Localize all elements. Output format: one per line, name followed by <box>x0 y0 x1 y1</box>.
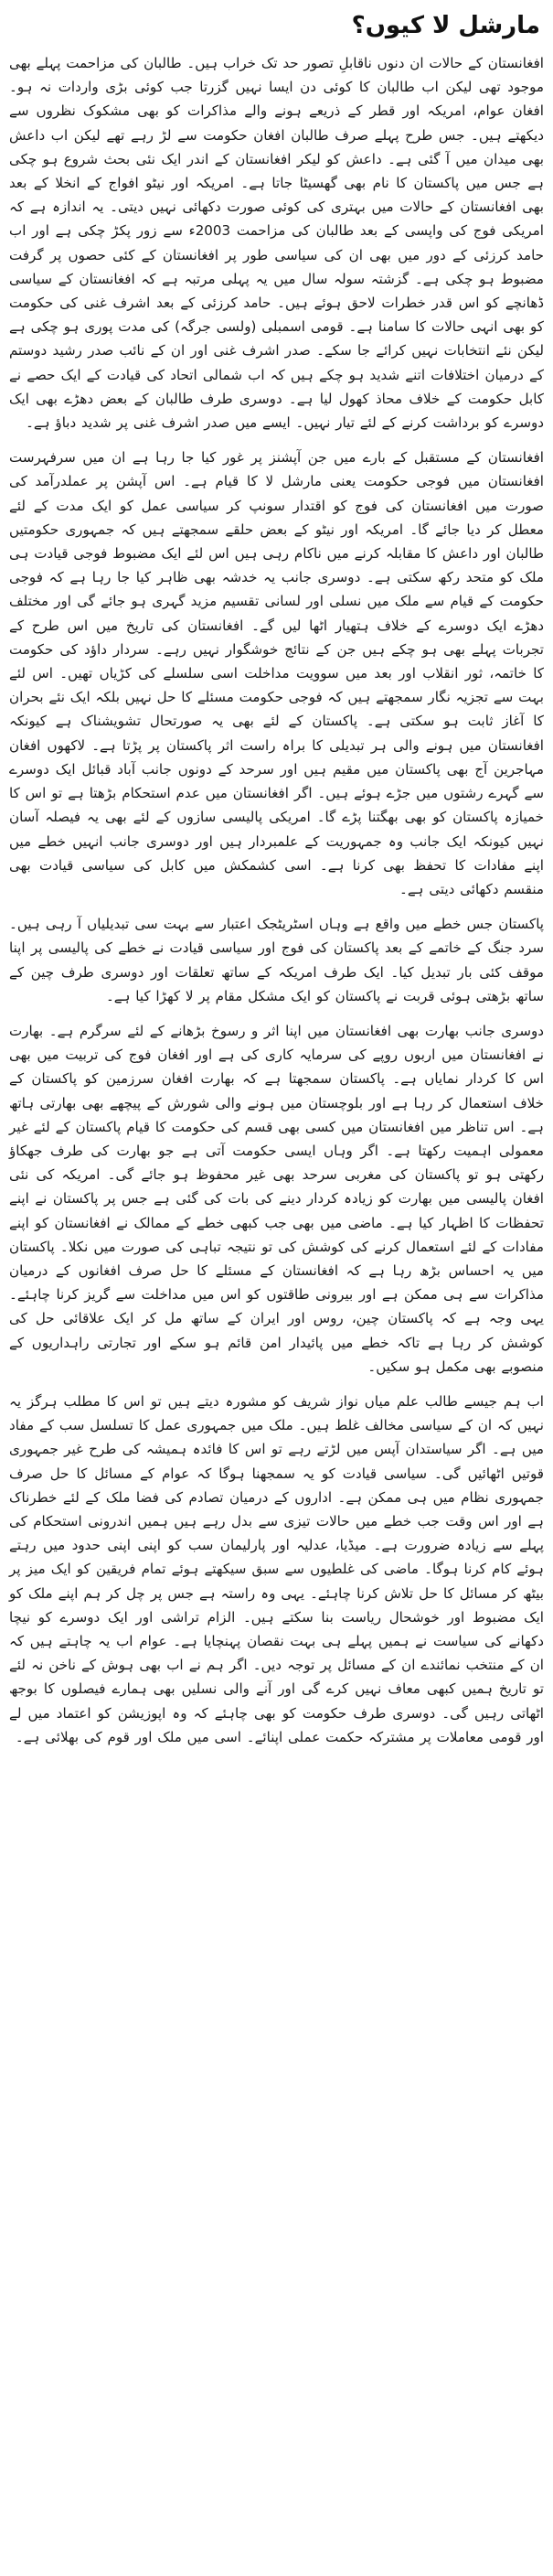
article-headline: مارشل لا کیوں؟ <box>351 12 540 39</box>
article-paragraph: اب ہم جیسے طالب علم میاں نواز شریف کو مشورہ دیتے ہیں تو اس کا مطلب ہرگز یہ نہیں کہ ان کے سیاسی مخالف غلط ہیں۔ ملک میں جمہوری عمل کا تسلسل سب کے مفاد میں ہے۔ اگر سیاستدان آپس میں لڑتے رہے تو اس کا فائدہ ہمیشہ کی طرح غیر جمہوری قوتیں اٹھائیں گی۔ سیاسی قیادت کو یہ سمجھنا ہوگا کہ عوام کے مسائل کا حل صرف جمہوری نظام میں ہی ممکن ہے۔ اداروں کے درمیان تصادم کی فضا ملک کے لئے خطرناک ہے اور اس وقت جب خطے میں حالات تیزی سے بدل رہے ہیں ہمیں اندرونی استحکام کی پہلے سے زیادہ ضرورت ہے۔ میڈیا، عدلیہ اور پارلیمان سب کو اپنی اپنی حدود میں رہتے ہوئے کام کرنا ہوگا۔ ماضی کی غلطیوں سے سبق سیکھتے ہوئے تمام فریقین کو ایک میز پر بیٹھ کر مسائل کا حل تلاش کرنا چاہئے۔ یہی وہ راستہ ہے جس پر چل کر ہم اپنے ملک کو ایک مضبوط اور خوشحال ریاست بنا سکتے ہیں۔ الزام تراشی اور ایک دوسرے کو نیچا دکھانے کی سیاست نے ہمیں پہلے ہی بہت نقصان پہنچایا ہے۔ عوام اب یہ چاہتے ہیں کہ ان کے منتخب نمائندے ان کے مسائل پر توجہ دیں۔ اگر ہم نے اب بھی ہوش کے ناخن نہ لئے تو تاریخ ہمیں کبھی معاف نہیں کرے گی اور آنے والی نسلیں بھی ہمارے فیصلوں کا بوجھ اٹھاتی رہیں گی۔ دوسری طرف حکومت کو بھی چاہئے کہ وہ اپوزیشن کو اعتماد میں لے اور قومی معاملات پر مشترکہ حکمت عملی اپنائے۔ اسی میں ملک اور قوم کی بھلائی ہے۔ <box>9 1392 544 1745</box>
article-paragraph: دوسری جانب بھارت بھی افغانستان میں اپنا اثر و رسوخ بڑھانے کے لئے سرگرم ہے۔ بھارت نے افغانستان میں اربوں روپے کی سرمایہ کاری کی ہے اور افغان فوج کی تربیت میں بھی اس کا کردار نمایاں ہے۔ پاکستان سمجھتا ہے کہ بھارت افغان سرزمین کو پاکستان کے خلاف استعمال کر رہا ہے اور بلوچستان میں ہونے والی شورش کے پیچھے بھی بھارتی ہاتھ ہے۔ اس تناظر میں افغانستان میں کسی بھی قسم کی حکومت کا قیام پاکستان کے لئے غیر معمولی اہمیت رکھتا ہے۔ اگر وہاں ایسی حکومت آتی ہے جو بھارت کی طرف جھکاؤ رکھتی ہو تو پاکستان کی مغربی سرحد بھی غیر محفوظ ہو جائے گی۔ امریکہ کی نئی افغان پالیسی میں بھارت کو زیادہ کردار دینے کی بات کی گئی ہے جس پر پاکستان نے اپنے تحفظات کا اظہار کیا ہے۔ ماضی میں بھی جب کبھی خطے کے ممالک نے افغانستان کو اپنے مفادات کے لئے استعمال کرنے کی کوشش کی تو نتیجہ تباہی کی صورت میں نکلا۔ پاکستان میں یہ احساس بڑھ رہا ہے کہ افغانستان کے مسئلے کا حل صرف افغانوں کے درمیان مذاکرات سے ہی ممکن ہے اور بیرونی طاقتوں کو اس میں مداخلت سے گریز کرنا چاہئے۔ یہی وجہ ہے کہ پاکستان چین، روس اور ایران کے ساتھ مل کر ایک علاقائی حل کی کوشش کر رہا ہے تاکہ خطے میں پائیدار امن قائم ہو سکے اور تجارتی راہداریوں کے منصوبے بھی مکمل ہو سکیں۔ <box>9 1022 544 1375</box>
article-body <box>9 51 544 1749</box>
article-paragraph: پاکستان جس خطے میں واقع ہے وہاں اسٹریٹجک اعتبار سے بہت سی تبدیلیاں آ رہی ہیں۔ سرد جنگ کے خاتمے کے بعد پاکستان کی فوج اور سیاسی قیادت نے خطے کی پالیسی پر اپنا موقف کئی بار تبدیل کیا۔ ایک طرف امریکہ کے ساتھ تعلقات اور دوسری طرف چین کے ساتھ بڑھتی ہوئی قربت نے پاکستان کو ایک مشکل مقام پر لا کھڑا کیا ہے۔ <box>9 916 544 1004</box>
article-paragraph: افغانستان کے مستقبل کے بارے میں جن آپشنز پر غور کیا جا رہا ہے ان میں سرفہرست افغانستان میں فوجی حکومت یعنی مارشل لا کا قیام ہے۔ اس آپشن پر عملدرآمد کی صورت میں افغانستان کی فوج کو اقتدار سونپ کر سیاسی عمل کو ایک مدت کے لئے معطل کر دیا جائے گا۔ امریکہ اور نیٹو کے بعض حلقے سمجھتے ہیں کہ جمہوری حکومتیں طالبان اور داعش کا مقابلہ کرنے میں ناکام رہی ہیں اس لئے ایک مضبوط فوجی قیادت ہی ملک کو متحد رکھ سکتی ہے۔ دوسری جانب یہ خدشہ بھی ظاہر کیا جا رہا ہے کہ فوجی حکومت کے قیام سے ملک میں نسلی اور لسانی تقسیم مزید گہری ہو جائے گی اور مختلف دھڑے ایک دوسرے کے خلاف ہتھیار اٹھا لیں گے۔ افغانستان کی تاریخ میں اس طرح کے تجربات پہلے بھی ہو چکے ہیں جن کے نتائج خوشگوار نہیں رہے۔ سردار داؤد کی حکومت کا خاتمہ، ثور انقلاب اور بعد میں سوویت مداخلت اسی سلسلے کی کڑیاں تھیں۔ اس لئے بہت سے تجزیہ نگار سمجھتے ہیں کہ فوجی حکومت مسئلے کا حل نہیں بلکہ ایک نئے بحران کا آغاز ثابت ہو سکتی ہے۔ پاکستان کے لئے بھی یہ صورتحال تشویشناک ہے کیونکہ افغانستان میں ہونے والی ہر تبدیلی کا براہ راست اثر پاکستان پر پڑتا ہے۔ لاکھوں افغان مہاجرین آج بھی پاکستان میں مقیم ہیں اور سرحد کے دونوں جانب آباد قبائل ایک دوسرے سے گہرے رشتوں میں جڑے ہوئے ہیں۔ اگر افغانستان میں عدم استحکام بڑھتا ہے تو اس کا خمیازہ پاکستان کو بھی بھگتنا پڑے گا۔ امریکی پالیسی سازوں کے لئے بھی یہ فیصلہ آسان نہیں کیونکہ ایک جانب وہ جمہوریت کے علمبردار ہیں اور دوسری جانب انہیں خطے میں اپنے مفادات کا تحفظ بھی کرنا ہے۔ اسی کشمکش میں کابل کی سیاسی قیادت بھی منقسم دکھائی دیتی ہے۔ <box>9 449 544 897</box>
article-paragraph: افغانستان کے حالات ان دنوں ناقابلِ تصور حد تک خراب ہیں۔ طالبان کی مزاحمت پہلے بھی موجود تھی لیکن اب طالبان کا کوئی دن ایسا نہیں گزرتا جب کوئی بڑی واردات نہ ہو۔ افغان عوام، امریکہ اور قطر کے ذریعے ہونے والے مذاکرات کو بھی مشکوک نظروں سے دیکھتے ہیں۔ جس طرح پہلے صرف طالبان افغان حکومت سے لڑ رہے تھے لیکن اب داعش بھی میدان میں آ گئی ہے۔ داعش کو لیکر افغانستان کے اندر ایک نئی بحث شروع ہو چکی ہے جس میں پاکستان کا نام بھی گھسیٹا جاتا ہے۔ امریکہ اور نیٹو افواج کے انخلا کے بعد بھی افغانستان کے حالات میں بہتری کی کوئی صورت دکھائی نہیں دیتی۔ یہ اندازہ ہے کہ امریکی فوج کی واپسی کے بعد طالبان کی مزاحمت 2003ء سے زور پکڑ چکی ہے اور اب حامد کرزئی کے دور میں بھی ان کی سیاسی طور پر افغانستان کے کئی حصوں پر گرفت مضبوط ہو چکی ہے۔ گزشتہ سولہ سال میں یہ پہلی مرتبہ ہے کہ افغانستان کے سیاسی ڈھانچے کو اس قدر خطرات لاحق ہوئے ہیں۔ حامد کرزئی کے بعد اشرف غنی کی حکومت کو بھی انہی حالات کا سامنا ہے۔ قومی اسمبلی (ولسی جرگہ) کی مدت پوری ہو چکی ہے لیکن نئے انتخابات نہیں کرائے جا سکے۔ صدر اشرف غنی اور ان کے نائب صدر رشید دوستم کے درمیان اختلافات اتنے شدید ہو چکے ہیں کہ اب شمالی اتحاد کی قیادت کے ایک حصے نے کابل حکومت کے خلاف محاذ کھول لیا ہے۔ دوسری طرف طالبان کے بعض دھڑے بھی ایک دوسرے کو برداشت کرنے کے لئے تیار نہیں۔ ایسے میں صدر اشرف غنی پر شدید دباؤ ہے۔ <box>9 55 545 432</box>
